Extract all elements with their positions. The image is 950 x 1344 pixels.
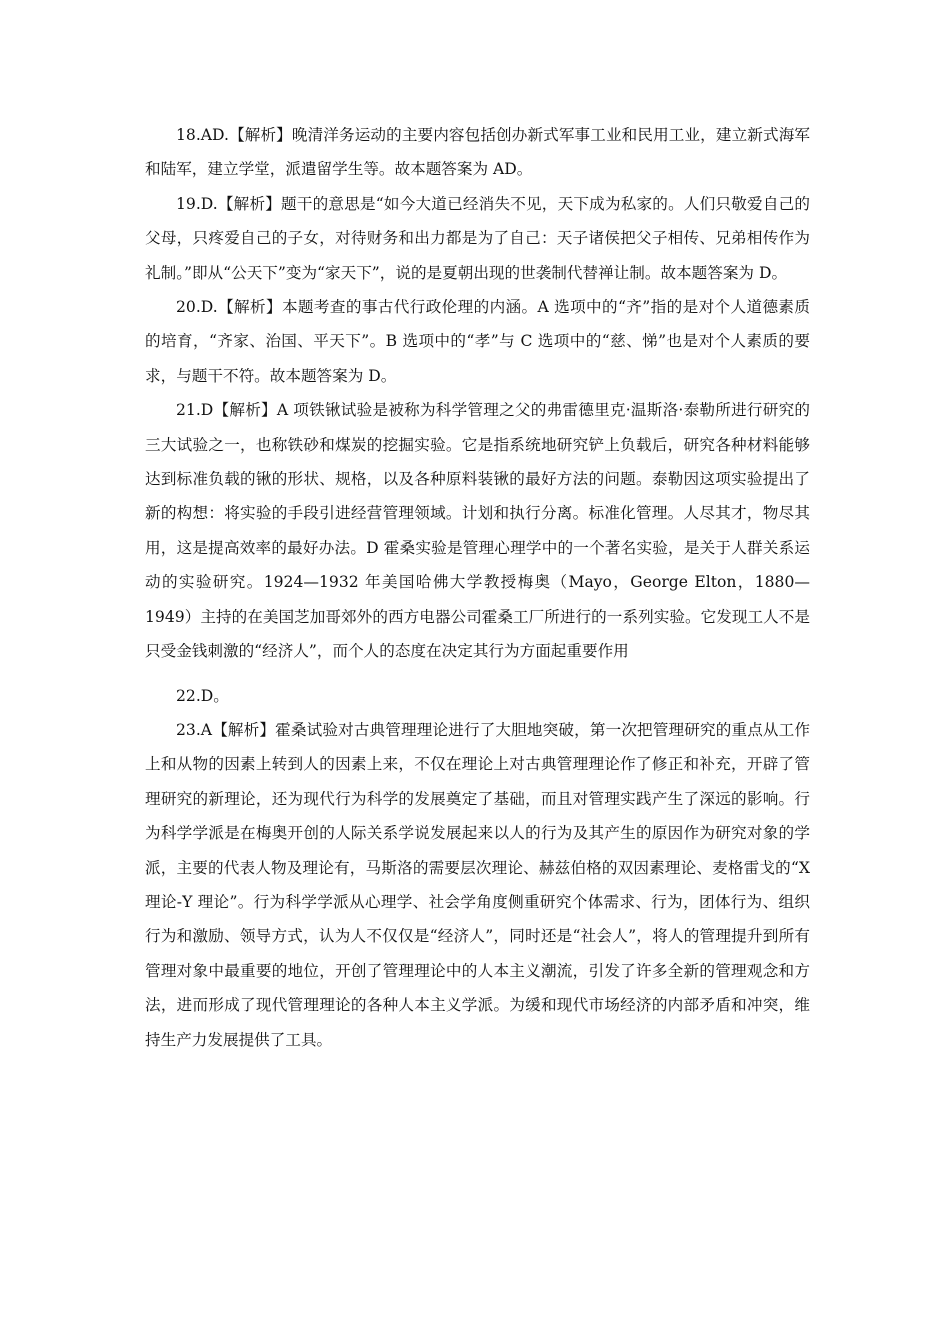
answer-20-explanation: 20.D.【解析】本题考查的事古代行政伦理的内涵。A 选项中的“齐”指的是对个人道德素质的培育，“齐家、治国、平天下”。B 选项中的“孝”与 C 选项中的“慈、悌”也是对个人素质的要求，与题干不符。故本题答案为 D。 xyxy=(145,298,810,385)
answer-22-explanation: 22.D。 xyxy=(176,686,229,705)
document-page xyxy=(145,118,810,1057)
answer-23-explanation: 23.A【解析】霍桑试验对古典管理理论进行了大胆地突破，第一次把管理研究的重点从工作上和从物的因素上转到人的因素上来，不仅在理论上对古典管理理论作了修正和补充，开辟了管理研究的新理论，还为现代行为科学的发展奠定了基础，而且对管理实践产生了深远的影响。行为科学学派是在梅奥开创的人际关系学说发展起来以人的行为及其产生的原因作为研究对象的学派，主要的代表人物及理论有，马斯洛的需要层次理论、赫兹伯格的双因素理论、麦格雷戈的“X 理论-Y 理论”。行为科学学派从心理学、社会学角度侧重研究个体需求、行为，团体行为、组织行为和激励、领导方式，认为人不仅仅是“经济人”，同时还是“社会人”，将人的管理提升到所有管理对象中最重要的地位，开创了管理理论中的人本主义潮流，引发了许多全新的管理观念和方法，进而形成了现代管理理论的各种人本主义学派。为缓和现代市场经济的内部矛盾和冲突，维持生产力发展提供了工具。 xyxy=(145,720,810,1049)
answer-18-explanation: 18.AD.【解析】晚清洋务运动的主要内容包括创办新式军事工业和民用工业，建立新式海军和陆军，建立学堂，派遣留学生等。故本题答案为 AD。 xyxy=(145,126,810,179)
answer-21-explanation: 21.D【解析】A 项铁锹试验是被称为科学管理之父的弗雷德里克·温斯洛·泰勒所进行研究的三大试验之一，也称铁砂和煤炭的挖掘实验。它是指系统地研究铲上负载后，研究各种材料能够达到标准负载的锹的形状、规格，以及各种原料装锹的最好方法的问题。泰勒因这项实验提出了新的构想：将实验的手段引进经营管理领域。计划和执行分离。标准化管理。人尽其才，物尽其用，这是提高效率的最好办法。D 霍桑实验是管理心理学中的一个著名实验，是关于人群关系运动的实验研究。1924—1932 年美国哈佛大学教授梅奥（Mayo，George Elton，1880—1949）主持的在美国芝加哥郊外的西方电器公司霍桑工厂所进行的一系列实验。它发现工人不是只受金钱刺激的“经济人”，而个人的态度在决定其行为方面起重要作用 xyxy=(145,401,810,661)
answer-19-explanation: 19.D.【解析】题干的意思是“如今大道已经消失不见，天下成为私家的。人们只敬爱自己的父母，只疼爱自己的子女，对待财务和出力都是为了自己：天子诸侯把父子相传、兄弟相传作为礼制。”即从“公天下”变为“家天下”，说的是夏朝出现的世袭制代替禅让制。故本题答案为 D。 xyxy=(145,194,810,282)
